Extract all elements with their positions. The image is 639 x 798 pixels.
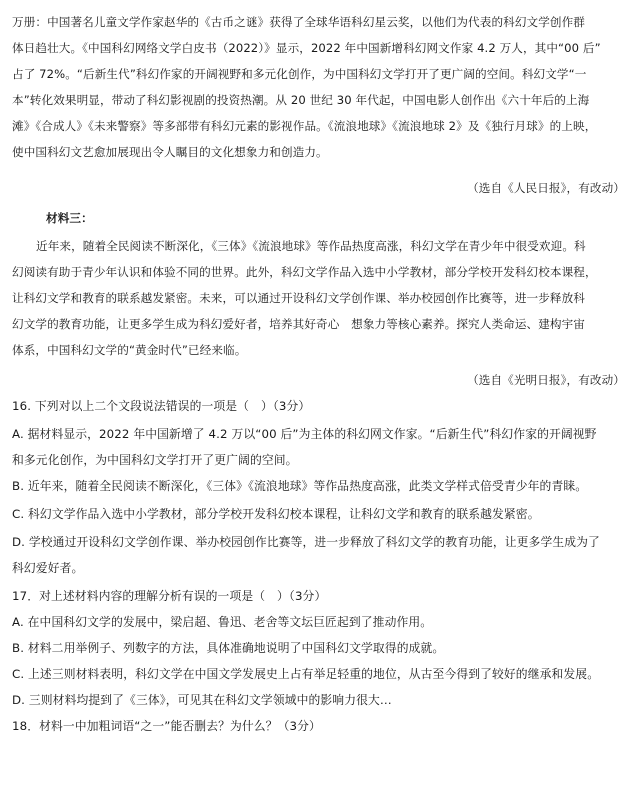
q17-option-c: C. 上述三则材料表明，科幻文学在中国文学发展史上占有举足轻重的地位，从古至今得到了较好的继承和发展。 — [12, 667, 600, 681]
material2-line-6: 使中国科幻文艺愈加展现出令人瞩目的文化想象力和创造力。 — [12, 145, 328, 159]
material3-line-3: 让科幻文学和教育的联系越发紧密。未来，可以通过开设科幻文学创作课、举办校园创作比赛等，进一步释放科 — [12, 291, 585, 305]
q16-stem: 16. 下列对以上二个文段说法错误的一项是（ ）（3分） — [12, 399, 311, 413]
material2-line-1: 万册：中国著名儿童文学作家赵华的《古币之谜》获得了全球华语科幻星云奖，以他们为代表的科幻文学创作群 — [12, 15, 585, 29]
q17-stem: 17．对上述材料内容的理解分析有误的一项是（ ）（3分） — [12, 589, 327, 603]
q17-option-d: D. 三则材料均提到了《三体》，可见其在科幻文学领域中的影响力很大… — [12, 693, 392, 707]
q17-option-b: B. 材料二用举例子、列数字的方法，具体准确地说明了中国科幻文学取得的成就。 — [12, 641, 445, 655]
material3-line-2: 幻阅读有助于青少年认识和体验不同的世界。此外，科幻文学作品入选中小学教材，部分学校开发科幻校本课程， — [12, 265, 597, 279]
material2-line-2: 体日趋壮大。《中国科幻网络文学白皮书（2022）》显示，2022 年中国新增科幻网文作家 4.2 万人，其中“00 后” — [12, 41, 601, 55]
material3-heading: 材料三： — [46, 211, 93, 225]
q16-option-d-line-2: 科幻爱好者。 — [12, 561, 84, 575]
material2-line-4: 本”转化效果明显，带动了科幻影视剧的投资热潮。从 20 世纪 30 年代起，中国电影人创作出《六十年后的上海 — [12, 93, 590, 107]
q17-option-a: A. 在中国科幻文学的发展中，梁启超、鲁迅、老舍等文坛巨匠起到了推动作用。 — [12, 615, 433, 629]
q16-option-a-line-2: 和多元化创作，为中国科幻文学打开了更广阔的空间。 — [12, 453, 298, 467]
material2-source: （选自《人民日报》，有改动） — [467, 181, 625, 195]
q16-option-d-line-1: D. 学校通过开设科幻文学创作课、举办校园创作比赛等，进一步释放了科幻文学的教育功能，让更多学生成为了 — [12, 535, 600, 549]
q18-stem: 18．材料一中加粗词语“之一”能否删去？为什么？（3分） — [12, 719, 321, 733]
material3-line-4: 幻文学的教育功能，让更多学生成为科幻爱好者，培养其好奇心 想象力等核心素养。探究人类命运、建构宇宙 — [12, 317, 585, 331]
material2-line-5: 滩》《合成人》《未来警察》等多部带有科幻元素的影视作品。《流浪地球》《流浪地球 2》及《独行月球》的上映， — [12, 119, 597, 133]
material2-line-3: 占了 72%。“后新生代”科幻作家的开阔视野和多元化创作，为中国科幻文学打开了更广阔的空间。科幻文学“一 — [12, 67, 587, 81]
material3-source: （选自《光明日报》，有改动） — [467, 373, 625, 387]
material3-line-5: 体系，中国科幻文学的“黄金时代”已经来临。 — [12, 343, 247, 357]
q16-option-b: B. 近年来，随着全民阅读不断深化，《三体》《流浪地球》等作品热度高涨，此类文学样式倍受青少年的青睐。 — [12, 479, 588, 493]
q16-option-a-line-1: A. 据材料显示，2022 年中国新增了 4.2 万以“00 后”为主体的科幻网文作家。“后新生代”科幻作家的开阔视野 — [12, 427, 597, 441]
q16-option-c: C. 科幻文学作品入选中小学教材，部分学校开发科幻校本课程，让科幻文学和教育的联系越发紧密。 — [12, 507, 540, 521]
material3-line-1: 近年来，随着全民阅读不断深化，《三体》《流浪地球》等作品热度高涨，科幻文学在青少年中很受欢迎。科 — [36, 239, 586, 253]
